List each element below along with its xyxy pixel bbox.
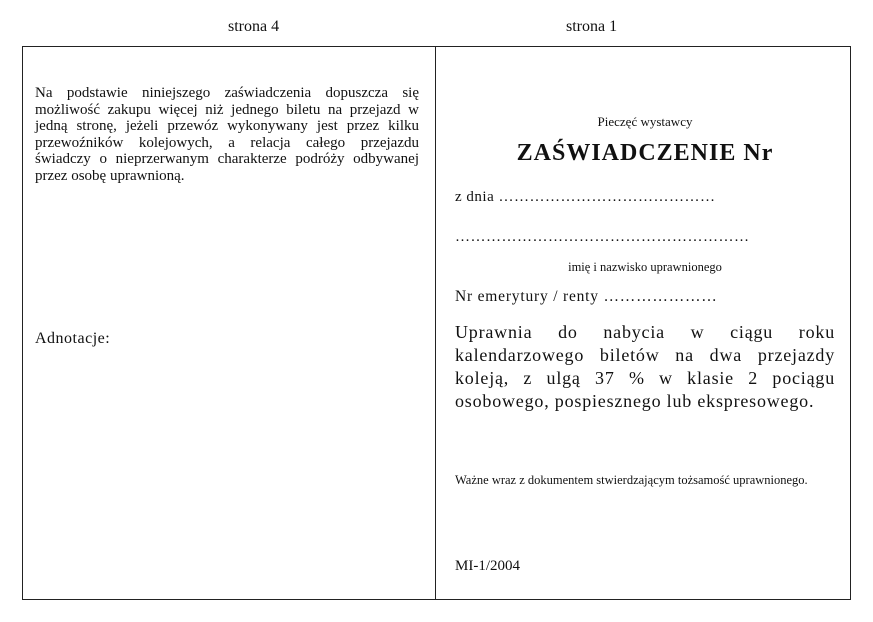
right-page [455, 47, 835, 599]
name-field: ………………………………………………… [455, 229, 750, 245]
certificate-card [22, 46, 851, 600]
issuer-stamp-label: Pieczęć wystawcy [597, 114, 693, 129]
pension-number-field: Nr emerytury / renty ………………… [455, 288, 718, 305]
left-paragraph: Na podstawie niniejszego zaświadczenia dopuszcza się możliwość zakupu więcej niż jednego biletu na przejazd w jedną stronę, jeżeli przewóz wykonywany jest przez kilku przewoźników kolejowych, a relacja całego przejazdu świadczy o nieprzerwanym charakterze podróży odbywanej przez osobę uprawnioną. [35, 85, 419, 184]
certificate-title: ZAŚWIADCZENIE Nr [516, 140, 774, 166]
validity-note: Ważne wraz z dokumentem stwierdzającym tożsamość uprawnionego. [455, 473, 808, 487]
page-divider [435, 47, 436, 599]
entitlement-text: Uprawnia do nabycia w ciągu roku kalendarzowego biletów na dwa przejazdy koleją, z ulgą 37 % w klasie 2 pociągu osobowego, pospiesznego lub ekspresowego. [455, 322, 835, 411]
page-1-label: strona 1 [566, 18, 618, 35]
date-field: z dnia …………………………………… [455, 189, 716, 205]
page-4-label: strona 4 [228, 18, 280, 35]
left-page [35, 85, 419, 184]
form-code: MI-1/2004 [455, 558, 520, 574]
annotations-label: Adnotacje: [35, 330, 111, 347]
name-caption: imię i nazwisko uprawnionego [568, 260, 722, 274]
